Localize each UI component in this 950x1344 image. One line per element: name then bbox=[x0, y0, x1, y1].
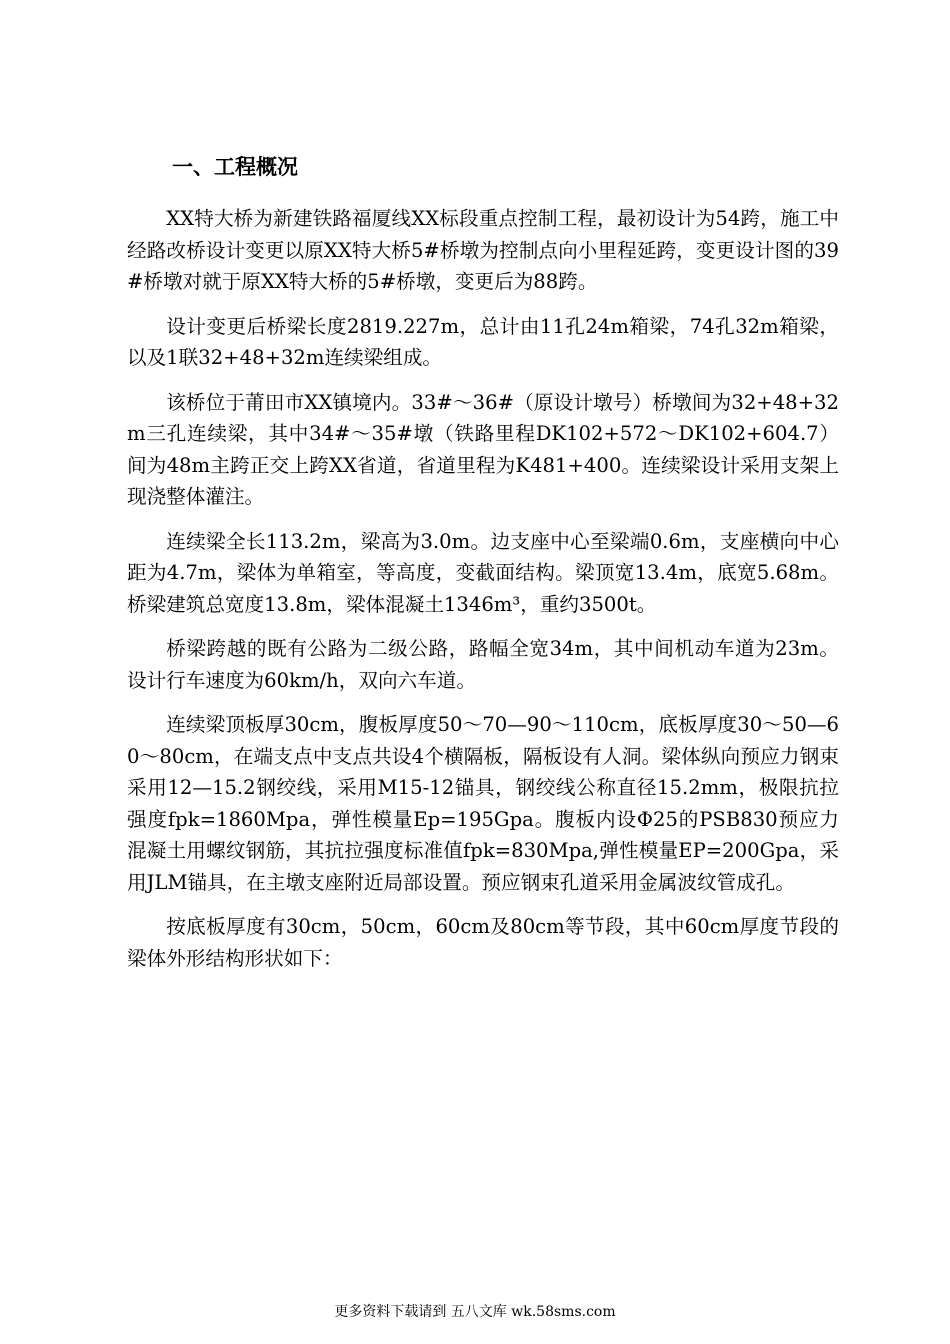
section-heading: 一、工程概况 bbox=[172, 155, 298, 179]
page-footer: 更多资料下载请到 五八文库 wk.58sms.com bbox=[334, 1304, 616, 1320]
body-text bbox=[127, 203, 839, 987]
paragraph-road: 桥梁跨越的既有公路为二级公路，路幅全宽34m，其中间机动车道为23m。设计行车速度为60km/h，双向六车道。 bbox=[127, 637, 839, 692]
paragraph-segments: 按底板厚度有30cm，50cm，60cm及80cm等节段，其中60cm厚度节段的梁体外形结构形状如下： bbox=[127, 915, 839, 970]
paragraph-location: 该桥位于莆田市XX镇境内。33#～36#（原设计墩号）桥墩间为32+48+32m三孔连续梁，其中34#～35#墩（铁路里程DK102+572～DK102+604.7）间为48m主跨正交上跨XX省道，省道里程为K481+400。连续梁设计采用支架上现浇整体灌注。 bbox=[127, 390, 839, 508]
paragraph-length: 设计变更后桥梁长度2819.227m，总计由11孔24m箱梁，74孔32m箱梁，以及1联32+48+32m连续梁组成。 bbox=[127, 314, 839, 369]
paragraph-overview: XX特大桥为新建铁路福厦线XX标段重点控制工程，最初设计为54跨，施工中经路改桥设计变更以原XX特大桥5#桥墩为控制点向小里程延跨，变更设计图的39#桥墩对就于原XX特大桥的5#桥墩，变更后为88跨。 bbox=[127, 207, 839, 293]
paragraph-dimensions: 连续梁全长113.2m，梁高为3.0m。边支座中心至梁端0.6m，支座横向中心距为4.7m，梁体为单箱室，等高度，变截面结构。梁顶宽13.4m，底宽5.68m。桥梁建筑总宽度13.8m，梁体混凝土1346m³，重约3500t。 bbox=[127, 529, 839, 616]
paragraph-structure: 连续梁顶板厚30cm，腹板厚度50～70—90～110cm，底板厚度30～50—60～80cm，在端支点中支点共设4个横隔板，隔板设有人洞。梁体纵向预应力钢束采用12—15.2钢绞线，采用M15-12锚具，钢绞线公称直径15.2mm，极限抗拉强度fpk=1860Mpa，弹性模量Ep=195Gpa。腹板内设Φ25的PSB830预应力混凝土用螺纹钢筋，其抗拉强度标准值fpk=830Mpa,弹性模量EP=200Gpa，采用JLM锚具，在主墩支座附近局部设置。预应钢束孔道采用金属波纹管成孔。 bbox=[127, 713, 839, 894]
